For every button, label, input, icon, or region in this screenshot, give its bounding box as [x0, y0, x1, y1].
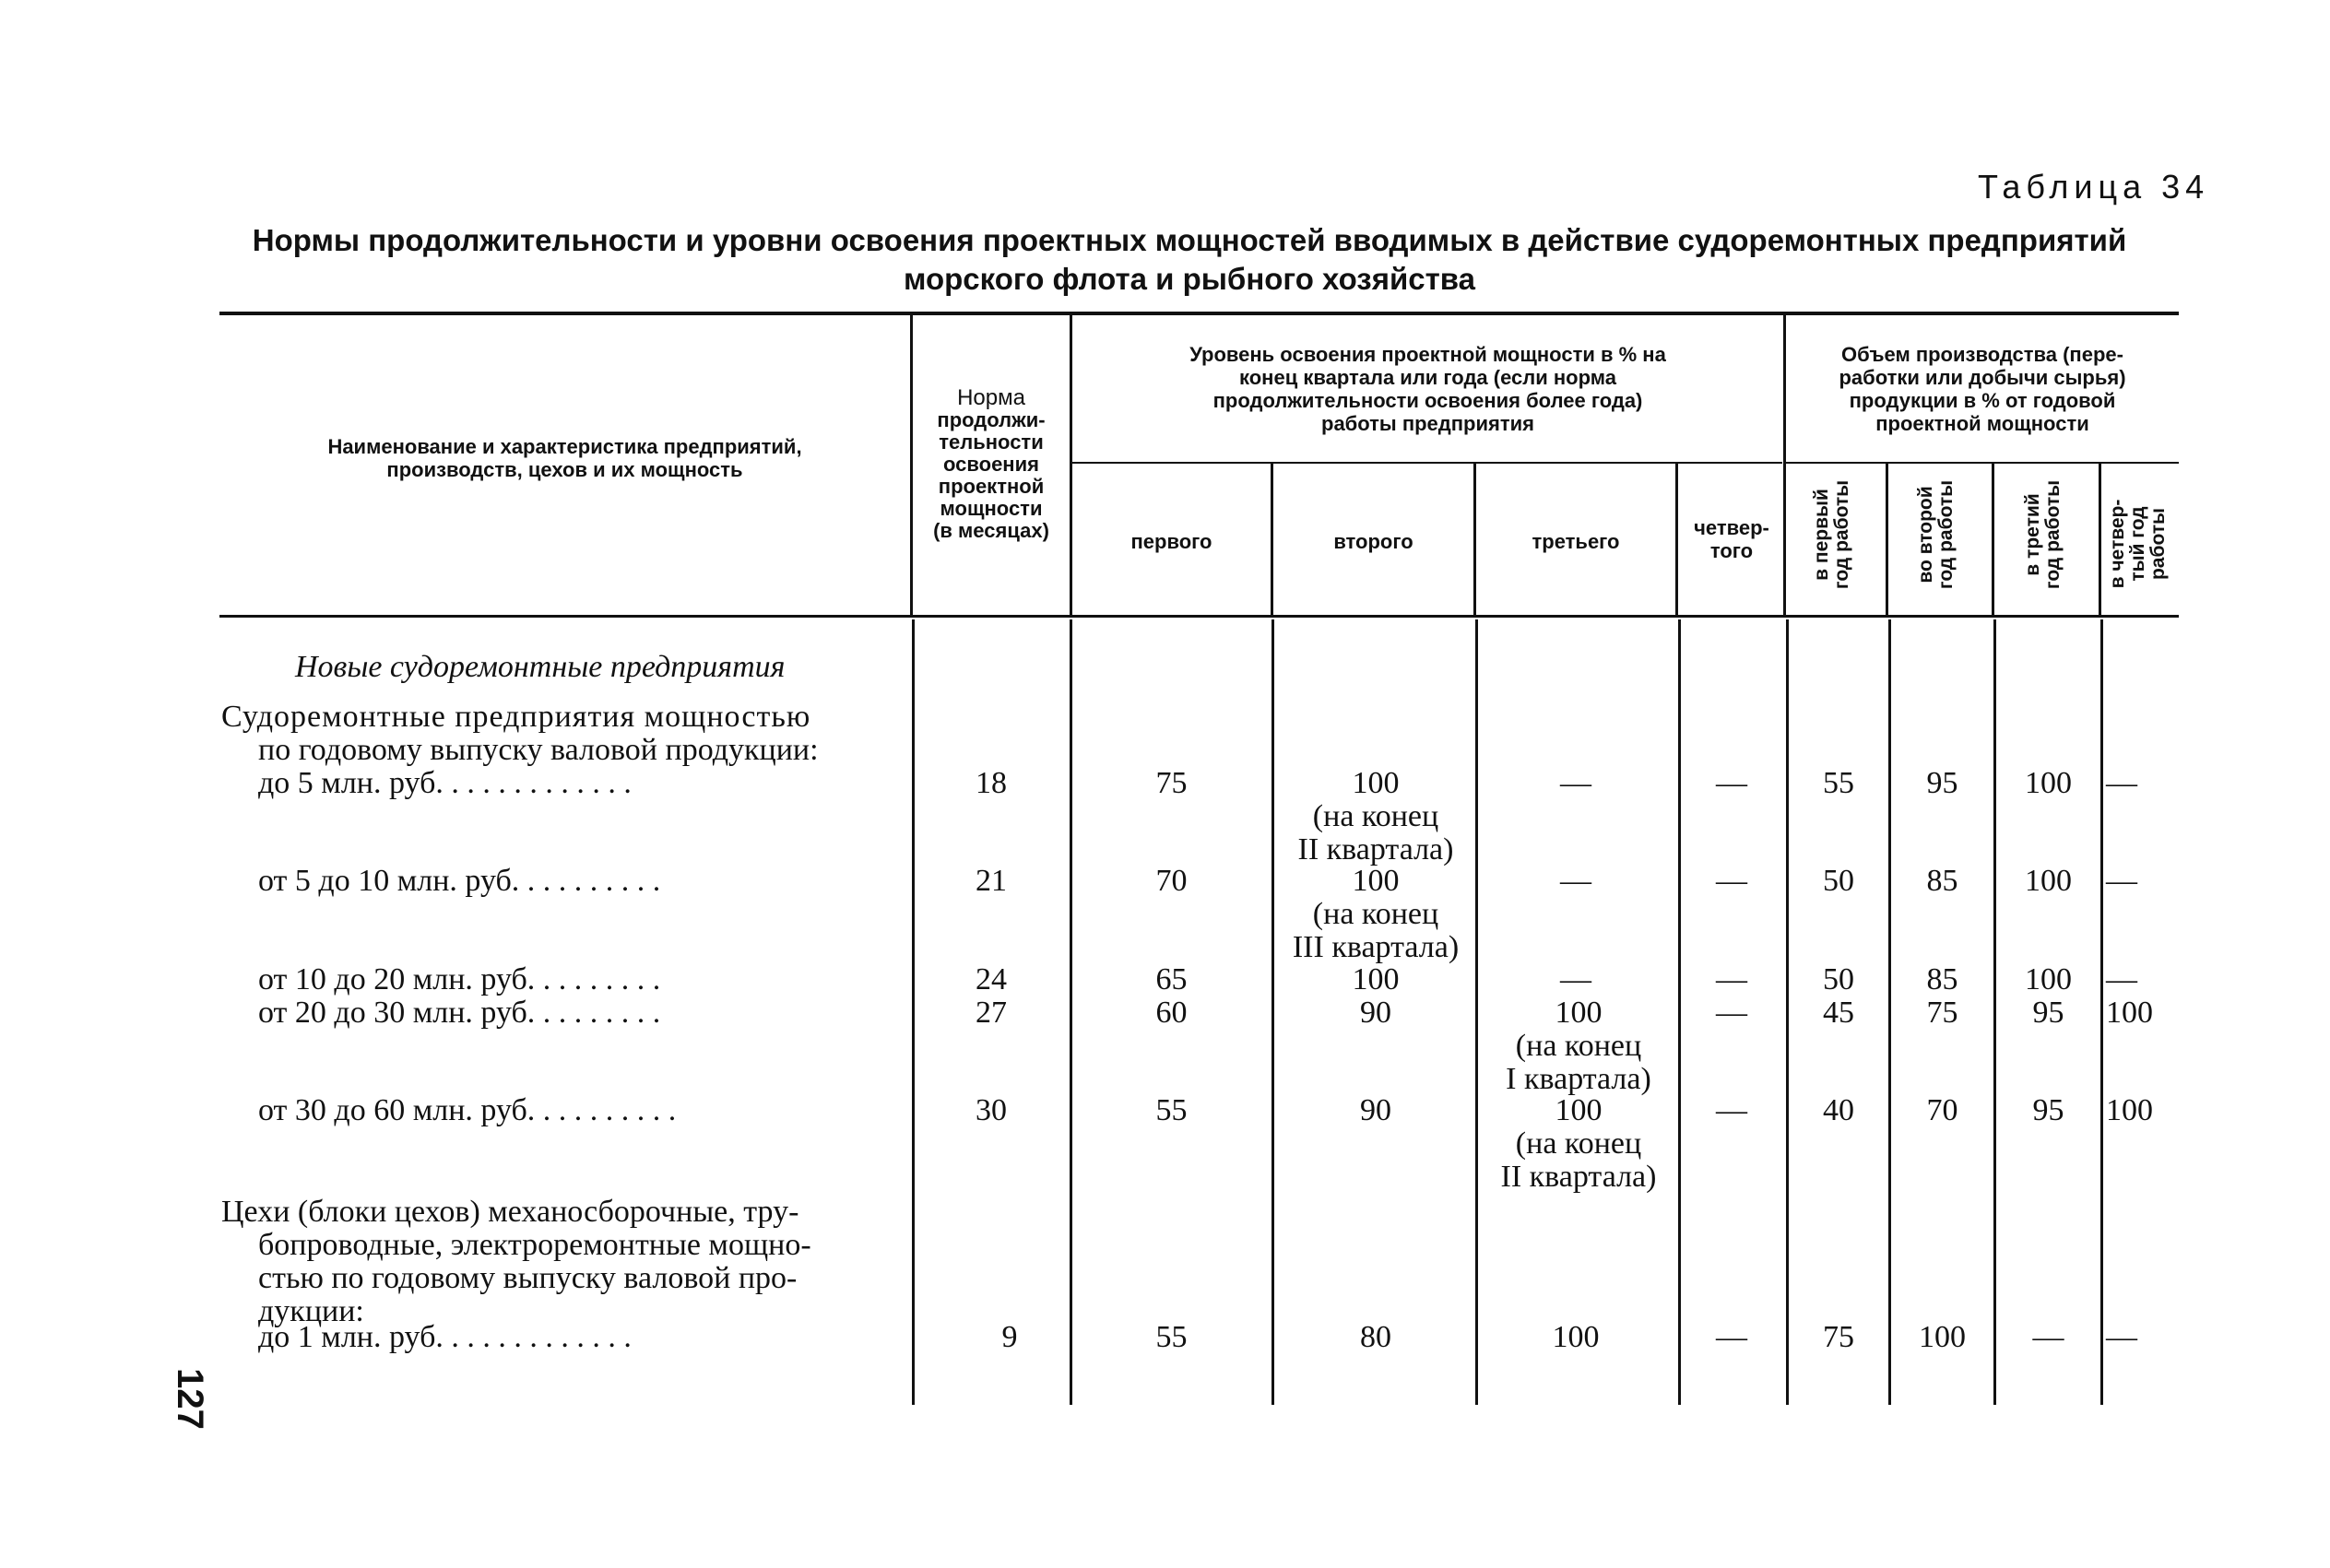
- row-q2: 90: [1360, 996, 1391, 1030]
- header-y2: [1916, 475, 1962, 595]
- header-y4-line: тый год: [2127, 506, 2148, 582]
- header-q1: первого: [1130, 530, 1212, 553]
- header-name-line-2: производств, цехов и их мощность: [386, 458, 743, 481]
- row-q3: —: [1560, 962, 1591, 996]
- row-y4: —: [2106, 962, 2137, 996]
- row-q1: 75: [1155, 766, 1188, 800]
- header-level-line: Уровень освоения проектной мощности в % на: [1189, 343, 1666, 366]
- top-rule: [219, 312, 2179, 315]
- header-y4: [2108, 484, 2172, 604]
- row-q3: —: [1560, 864, 1591, 898]
- row-q3-note: (на конец: [1515, 1126, 1642, 1161]
- row-norm: 18: [976, 766, 1007, 800]
- table-label: Таблица 34: [1978, 168, 2210, 206]
- row-q2: 100: [1352, 962, 1400, 996]
- row-q3: —: [1560, 766, 1591, 800]
- row-name: до 5 млн. руб. . . . . . . . . . . . .: [258, 766, 632, 800]
- row-q3: [1476, 1094, 1681, 1194]
- row-q2-value: 100: [1352, 766, 1400, 800]
- vline-y3-y4-top: [2099, 464, 2101, 615]
- header-y3: [2023, 475, 2069, 595]
- header-norm-line: мощности: [940, 497, 1043, 520]
- row-y3: 100: [2025, 864, 2072, 898]
- row-q3-note: II квартала): [1500, 1160, 1657, 1194]
- group1-desc: [221, 701, 904, 767]
- row-q1: 70: [1155, 864, 1188, 898]
- row-q2-note: (на конец: [1312, 799, 1439, 833]
- row-norm: 27: [976, 996, 1007, 1030]
- row-y2: 95: [1926, 766, 1958, 800]
- row-y3: 95: [2032, 1093, 2064, 1127]
- row-y4: 100: [2106, 996, 2153, 1030]
- row-name: от 10 до 20 млн. руб. . . . . . . . .: [258, 962, 661, 996]
- row-y1: 50: [1823, 864, 1854, 898]
- header-volume-line: проектной мощности: [1875, 412, 2089, 435]
- row-y1: 50: [1823, 962, 1854, 996]
- row-q4: —: [1716, 864, 1747, 898]
- row-y2: 85: [1926, 962, 1958, 996]
- row-q4: —: [1716, 962, 1747, 996]
- row-q1: 60: [1155, 996, 1188, 1030]
- row-q2-value: 100: [1352, 864, 1400, 898]
- volume-group-rule: [1786, 462, 2179, 464]
- row-norm: 30: [976, 1093, 1007, 1127]
- row-q2: [1273, 865, 1478, 964]
- header-q2: второго: [1333, 530, 1413, 553]
- header-volume-line: продукции в % от годовой: [1849, 389, 2116, 412]
- group2-desc-line: Цехи (блоки цехов) механосборочные, тру-: [221, 1195, 799, 1229]
- header-volume-group: [1789, 343, 2176, 435]
- row-q1: 55: [1155, 1093, 1188, 1127]
- row-y2: 75: [1926, 996, 1958, 1030]
- row-y4: 100: [2106, 1093, 2153, 1127]
- row-q3-note: I квартала): [1506, 1062, 1651, 1096]
- header-level-line: работы предприятия: [1321, 412, 1534, 435]
- header-q4-line-2: того: [1709, 539, 1754, 562]
- header-y2-line: год работы: [1935, 479, 1957, 590]
- row-q3-value: 100: [1555, 1093, 1603, 1127]
- vline-level-volume-top: [1783, 315, 1786, 615]
- header-bottom-rule: [219, 615, 2179, 618]
- title-line-1: Нормы продолжительности и уровни освоения проектных мощностей вводимых в действие судоремонтных предприятий: [252, 223, 2127, 257]
- row-norm: 24: [976, 962, 1007, 996]
- header-level-line: конец квартала или года (если норма: [1239, 366, 1616, 389]
- row-q2: 80: [1360, 1320, 1391, 1354]
- row-y1: 45: [1823, 996, 1854, 1030]
- header-name: [221, 435, 908, 481]
- header-q3: третьего: [1532, 530, 1620, 553]
- row-q3: [1476, 996, 1681, 1096]
- row-q1: 65: [1155, 962, 1188, 996]
- group2-desc: [221, 1196, 904, 1328]
- header-q4: [1678, 516, 1785, 562]
- row-y3: 100: [2025, 962, 2072, 996]
- header-norm-line: Норма: [957, 385, 1025, 410]
- row-q3-value: 100: [1555, 996, 1603, 1030]
- row-q2: 90: [1360, 1093, 1391, 1127]
- row-y4: —: [2106, 766, 2137, 800]
- header-y4-line: в четвер-: [2107, 499, 2128, 589]
- row-q2: [1273, 767, 1478, 867]
- header-y1-line: год работы: [1831, 479, 1852, 590]
- page-number: 127: [169, 1368, 210, 1430]
- group1-desc-line: Судоремонтные предприятия мощностью: [221, 700, 811, 734]
- header-norm-line: освоения: [943, 453, 1039, 476]
- row-y4: —: [2106, 1320, 2137, 1354]
- header-y4-line: работы: [2147, 508, 2169, 581]
- row-name: от 5 до 10 млн. руб. . . . . . . . . .: [258, 864, 661, 898]
- header-y2-line: во второй: [1915, 486, 1936, 584]
- row-q4: —: [1716, 1093, 1747, 1127]
- header-y3-line: в третий: [2022, 493, 2043, 576]
- header-q4-line-1: четвер-: [1694, 516, 1769, 539]
- header-y3-line: год работы: [2042, 479, 2064, 590]
- row-q2-note: II квартала): [1297, 832, 1454, 867]
- row-y2: 85: [1926, 864, 1958, 898]
- row-q2-note: III квартала): [1292, 930, 1460, 964]
- vline-y2-y3-top: [1992, 464, 1994, 615]
- header-y1: [1812, 475, 1858, 595]
- table-title: [221, 221, 2158, 299]
- section-title: Новые судоремонтные предприятия: [295, 650, 786, 684]
- row-y4: —: [2106, 864, 2137, 898]
- row-y1: 55: [1823, 766, 1854, 800]
- group2-desc-line: дукции:: [258, 1294, 364, 1328]
- header-volume-line: Объем производства (пере-: [1841, 343, 2123, 366]
- header-norm-line: продолжи-: [937, 408, 1046, 431]
- title-line-2: морского флота и рыбного хозяйства: [904, 262, 1475, 296]
- vline-y3-y4: [2100, 619, 2103, 1405]
- header-volume-line: работки или добычи сырья): [1839, 366, 2126, 389]
- row-norm: 21: [976, 864, 1007, 898]
- header-norm-line: тельности: [939, 430, 1044, 454]
- row-q4: —: [1716, 996, 1747, 1030]
- row-y1: 40: [1823, 1093, 1854, 1127]
- row-norm: 9: [1001, 1320, 1018, 1354]
- row-q4: —: [1716, 766, 1747, 800]
- row-name: до 1 млн. руб. . . . . . . . . . . . .: [258, 1320, 632, 1354]
- row-y2: 70: [1926, 1093, 1958, 1127]
- row-q1: 55: [1155, 1320, 1188, 1354]
- group2-desc-line: стью по годовому выпуску валовой про-: [258, 1261, 798, 1295]
- row-y2: 100: [1919, 1320, 1966, 1354]
- row-q3: 100: [1552, 1320, 1600, 1354]
- row-y3: 95: [2032, 996, 2064, 1030]
- row-y3: —: [2032, 1320, 2064, 1354]
- header-name-line-1: Наименование и характеристика предприятий,: [327, 435, 802, 458]
- row-q2-note: (на конец: [1312, 897, 1439, 931]
- header-level-group: [1075, 343, 1780, 435]
- header-norm-line: (в месяцах): [933, 519, 1049, 542]
- row-q3-note: (на конец: [1515, 1029, 1642, 1063]
- group1-desc-line: по годовому выпуску валовой продукции:: [258, 733, 819, 767]
- header-norm-line: проектной: [938, 475, 1045, 498]
- vline-y1-y2-top: [1886, 464, 1888, 615]
- header-level-line: продолжительности освоения более года): [1212, 389, 1643, 412]
- vline-norm-level-top: [1070, 315, 1072, 615]
- row-y1: 75: [1823, 1320, 1854, 1354]
- row-y3: 100: [2025, 766, 2072, 800]
- header-norm: [913, 387, 1070, 542]
- group2-desc-line: бопроводные, электроремонтные мощно-: [258, 1228, 811, 1262]
- row-name: от 30 до 60 млн. руб. . . . . . . . . .: [258, 1093, 677, 1127]
- row-name: от 20 до 30 млн. руб. . . . . . . . .: [258, 996, 661, 1030]
- row-q4: —: [1716, 1320, 1747, 1354]
- header-y1-line: в первый: [1811, 489, 1832, 581]
